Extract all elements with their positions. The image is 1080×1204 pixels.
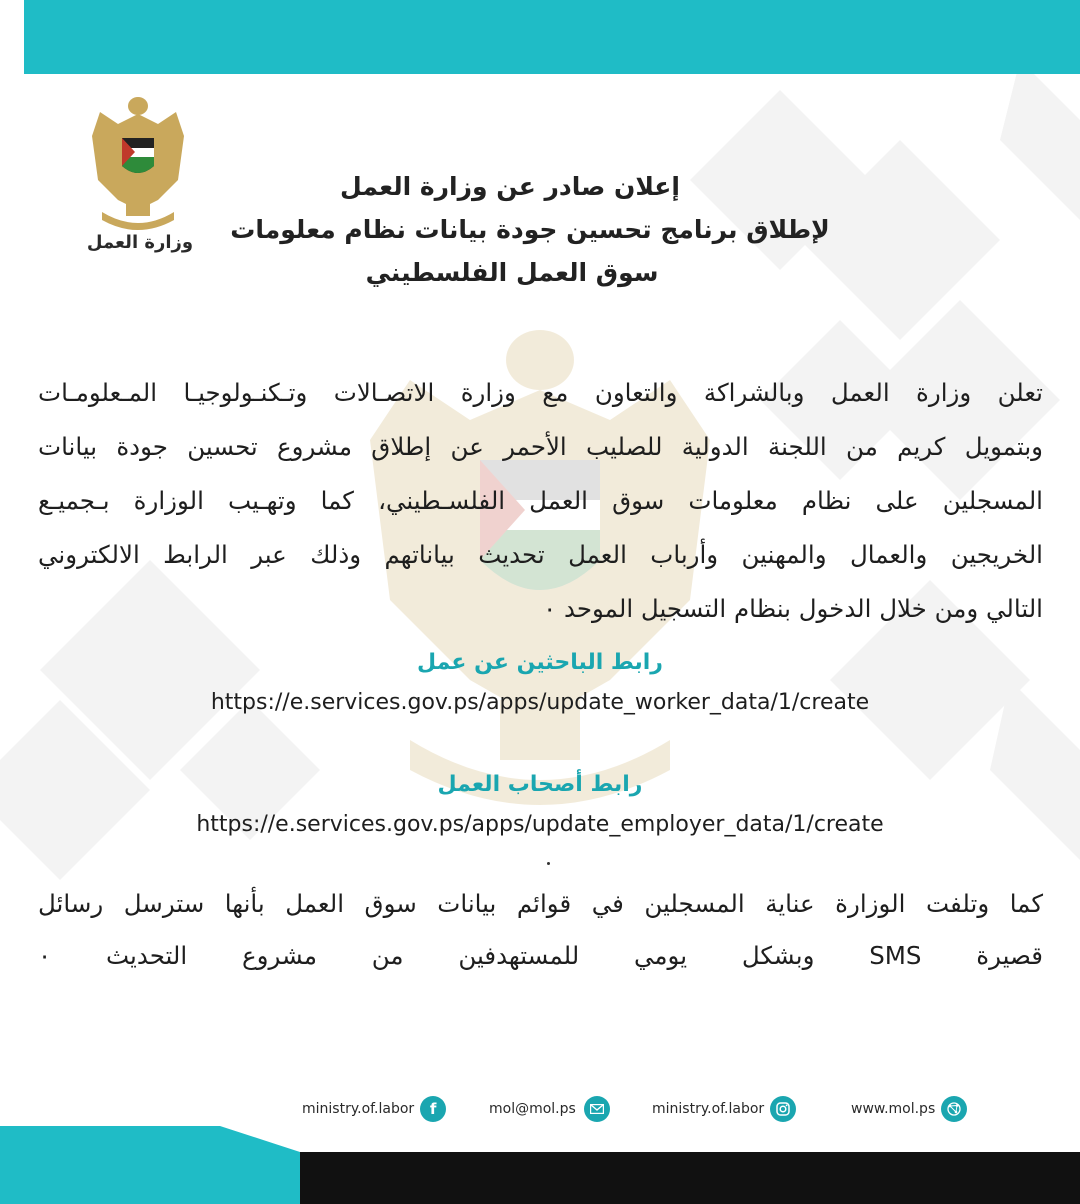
body-line-4: الخريجين والعمال والمهنين وأرباب العمل تحديث بياناتهم وذلك عبر الرابط الالكتروني bbox=[38, 540, 1043, 569]
instagram-handle: ministry.of.labor bbox=[652, 1101, 765, 1117]
body-line-2: وبتمويل كريم من اللجنة الدولية للصليب الأحمر عن إطلاق مشروع تحسين جودة بيانات bbox=[38, 432, 1043, 461]
workers-link-url[interactable]: https://e.services.gov.ps/apps/update_worker_data/1/create bbox=[210, 690, 870, 715]
footer-instagram[interactable] bbox=[652, 1094, 796, 1124]
employers-link-url[interactable]: https://e.services.gov.ps/apps/update_employer_data/1/create bbox=[196, 812, 884, 837]
instagram-icon bbox=[770, 1096, 796, 1122]
body-line-5: التالي ومن خلال الدخول بنظام التسجيل الموحد ٠ bbox=[543, 594, 1043, 623]
announcement-body bbox=[38, 366, 1043, 636]
facebook-handle: ministry.of.labor bbox=[302, 1101, 415, 1117]
title-line-3: سوق العمل الفلسطيني bbox=[365, 258, 659, 287]
title-line-1: إعلان صادر عن وزارة العمل bbox=[340, 172, 680, 201]
body-line-3: المسجلين على نظام معلومات سوق العمل الفلسـطيني، كما وتهـيب الوزارة بـجميـع bbox=[38, 486, 1043, 515]
facebook-icon: f bbox=[420, 1096, 446, 1122]
envelope-icon bbox=[584, 1096, 610, 1122]
footer-email[interactable] bbox=[489, 1094, 610, 1124]
closing-line-2: قصيرة SMS وبشكل يومي للمستهدفين من مشروع التحديث ٠ bbox=[38, 941, 1043, 970]
footer-facebook[interactable] bbox=[302, 1094, 446, 1124]
website-url: www.mol.ps bbox=[851, 1101, 936, 1117]
employers-link-title: رابط أصحاب العمل bbox=[437, 772, 643, 797]
footer-website[interactable] bbox=[851, 1094, 967, 1124]
body-line-1: تعلن وزارة العمل وبالشراكة والتعاون مع وزارة الاتصـالات وتـكنـولوجيـا المـعلومـات bbox=[38, 378, 1043, 407]
title-line-2: لإطلاق برنامج تحسين جودة بيانات نظام معلومات bbox=[230, 215, 830, 244]
ministry-logo-label: وزارة العمل bbox=[86, 232, 194, 253]
announcement-title bbox=[200, 165, 860, 294]
ministry-eagle-logo-icon bbox=[88, 92, 188, 232]
closing-line-1: كما وتلفت الوزارة عناية المسجلين في قوائم بيانات سوق العمل بأنها سترسل رسائل bbox=[38, 889, 1043, 918]
top-banner-bar bbox=[0, 0, 1080, 74]
bottom-banner bbox=[0, 1126, 1080, 1204]
closing-paragraph bbox=[38, 878, 1043, 982]
workers-link-title: رابط الباحثين عن عمل bbox=[417, 650, 663, 675]
top-banner-notch bbox=[0, 0, 24, 74]
globe-icon bbox=[941, 1096, 967, 1122]
separator-dot bbox=[547, 862, 550, 865]
email-address: mol@mol.ps bbox=[489, 1101, 576, 1117]
